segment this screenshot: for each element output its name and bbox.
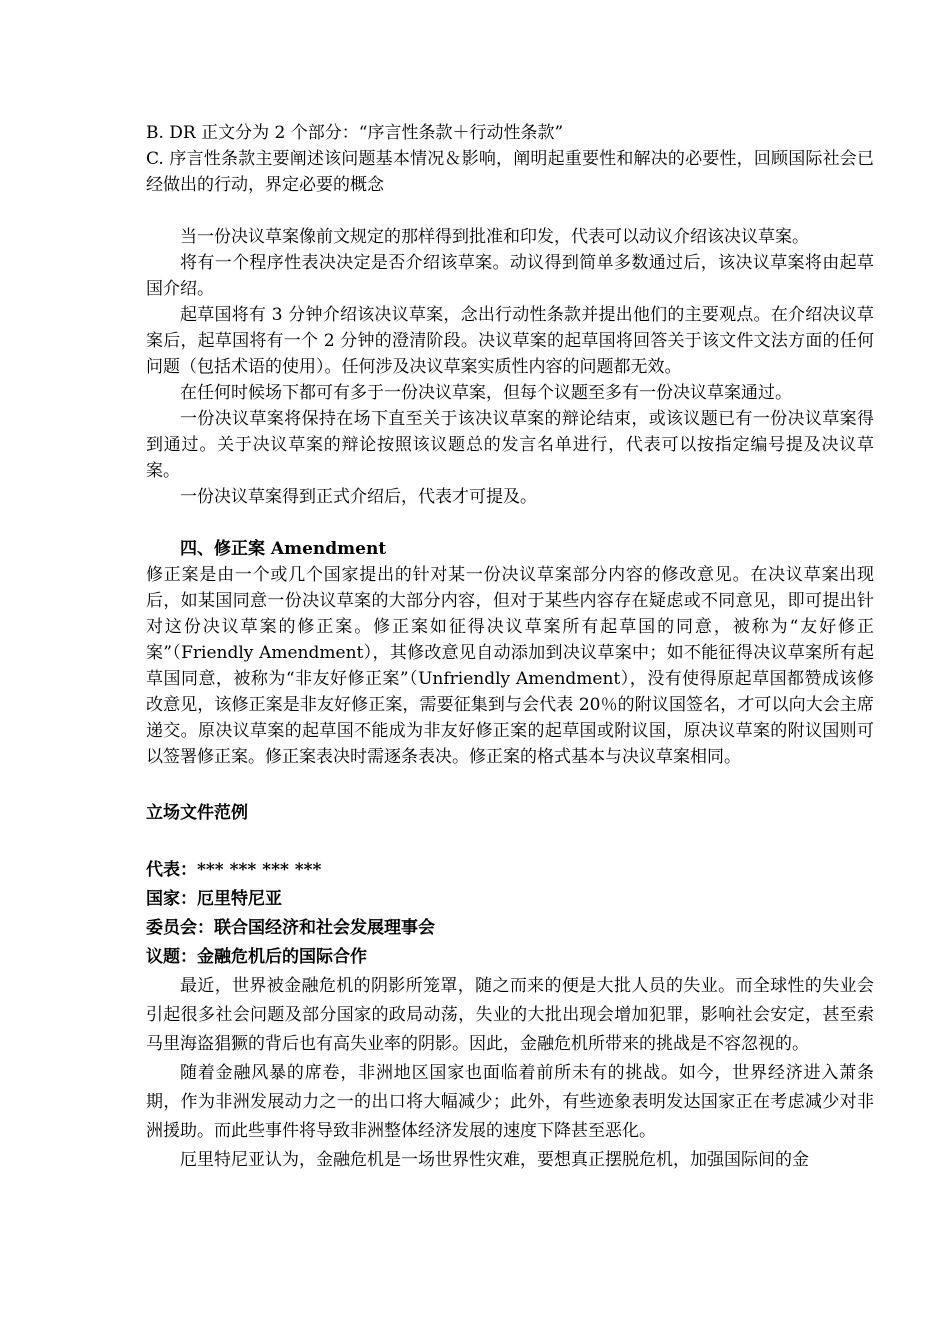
procedure-paragraph: 当一份决议草案像前文规定的那样得到批准和印发，代表可以动议介绍该决议草案。: [180, 227, 809, 247]
procedure-paragraph: 一份决议草案得到正式介绍后，代表才可提及。: [180, 487, 537, 507]
intro-point-b: B. DR 正文分为 2 个部分：“序言性条款＋行动性条款”: [146, 123, 564, 143]
spacer: [146, 770, 874, 800]
procedure-paragraph: 将有一个程序性表决决定是否介绍该草案。动议得到简单多数通过后，该决议草案将由起草国介绍。: [146, 253, 874, 299]
spacer: [146, 198, 874, 224]
procedure-paragraph: 一份决议草案将保持在场下直至关于该决议草案的辩论结束，或该议题已有一份决议草案得到通过。关于决议草案的辩论按照该议题总的发言名单进行，代表可以按指定编号提及决议草案。: [146, 409, 874, 481]
position-paragraph: 厄里特尼亚认为，金融危机是一场世界性灾难，要想真正摆脱危机，加强国际间的金: [180, 1150, 809, 1170]
spacer: [146, 510, 874, 536]
representative-line: 代表：*** *** *** ***: [146, 860, 322, 880]
topic-line: 议题：金融危机后的国际合作: [146, 947, 367, 967]
amendment-body: 修正案是由一个或几个国家提出的针对某一份决议草案部分内容的修改意见。在决议草案出现后，如某国同意一份决议草案的大部分内容，但对于某些内容存在疑虑或不同意见，即可提出针对这份决议草案的修正案。修正案如征得决议草案所有起草国的同意，被称为“友好修正案”（Friendly Amendment），其修改意见自动添加到决议草案中；如不能征得决议草案所有起草国同意，被称为“非友好修正案”（Unfriendly Amendment），没有使得原起草国都赞成该修改意见，该修正案是非友好修正案，需要征集到与会代表 20％的附议国签名，才可以向大会主席递交。原决议草案的起草国不能成为非友好修正案的起草国或附议国，原决议草案的附议国则可以签署修正案。修正案表决时需逐条表决。修正案的格式基本与决议草案相同。: [146, 565, 874, 767]
procedure-paragraph: 起草国将有 3 分钟介绍该决议草案，念出行动性条款并提出他们的主要观点。在介绍决议草案后，起草国将有一个 2 分钟的澄清阶段。决议草案的起草国将回答关于该文件文法方面的任何问题（包括术语的使用）。任何涉及决议草案实质性内容的问题都无效。: [146, 305, 874, 377]
country-line: 国家：厄里特尼亚: [146, 889, 282, 909]
position-paragraph: 随着金融风暴的席卷，非洲地区国家也面临着前所未有的挑战。如今，世界经济进入萧条期，作为非洲发展动力之一的出口将大幅减少；此外，有些迹象表明发达国家正在考虑减少对非洲援助。而此些事件将导致非洲整体经济发展的速度下降甚至恶化。: [146, 1063, 874, 1141]
document-page: [146, 120, 874, 1175]
committee-line: 委员会：联合国经济和社会发展理事会: [146, 918, 435, 938]
spacer: [146, 826, 874, 856]
position-paper-title: 立场文件范例: [146, 803, 248, 823]
position-paragraph: 最近，世界被金融危机的阴影所笼罩，随之而来的便是大批人员的失业。而全球性的失业会引起很多社会问题及部分国家的政局动荡，失业的大批出现会增加犯罪，影响社会安定，甚至索马里海盗猖獗的背后也有高失业率的阴影。因此，金融危机所带来的挑战是不容忽视的。: [146, 976, 874, 1054]
procedure-paragraph: 在任何时候场下都可有多于一份决议草案，但每个议题至多有一份决议草案通过。: [180, 383, 792, 403]
intro-point-c: C. 序言性条款主要阐述该问题基本情况＆影响，阐明起重要性和解决的必要性，回顾国际社会已经做出的行动，界定必要的概念: [146, 149, 874, 195]
amendment-heading: 四、修正案 Amendment: [180, 539, 387, 559]
